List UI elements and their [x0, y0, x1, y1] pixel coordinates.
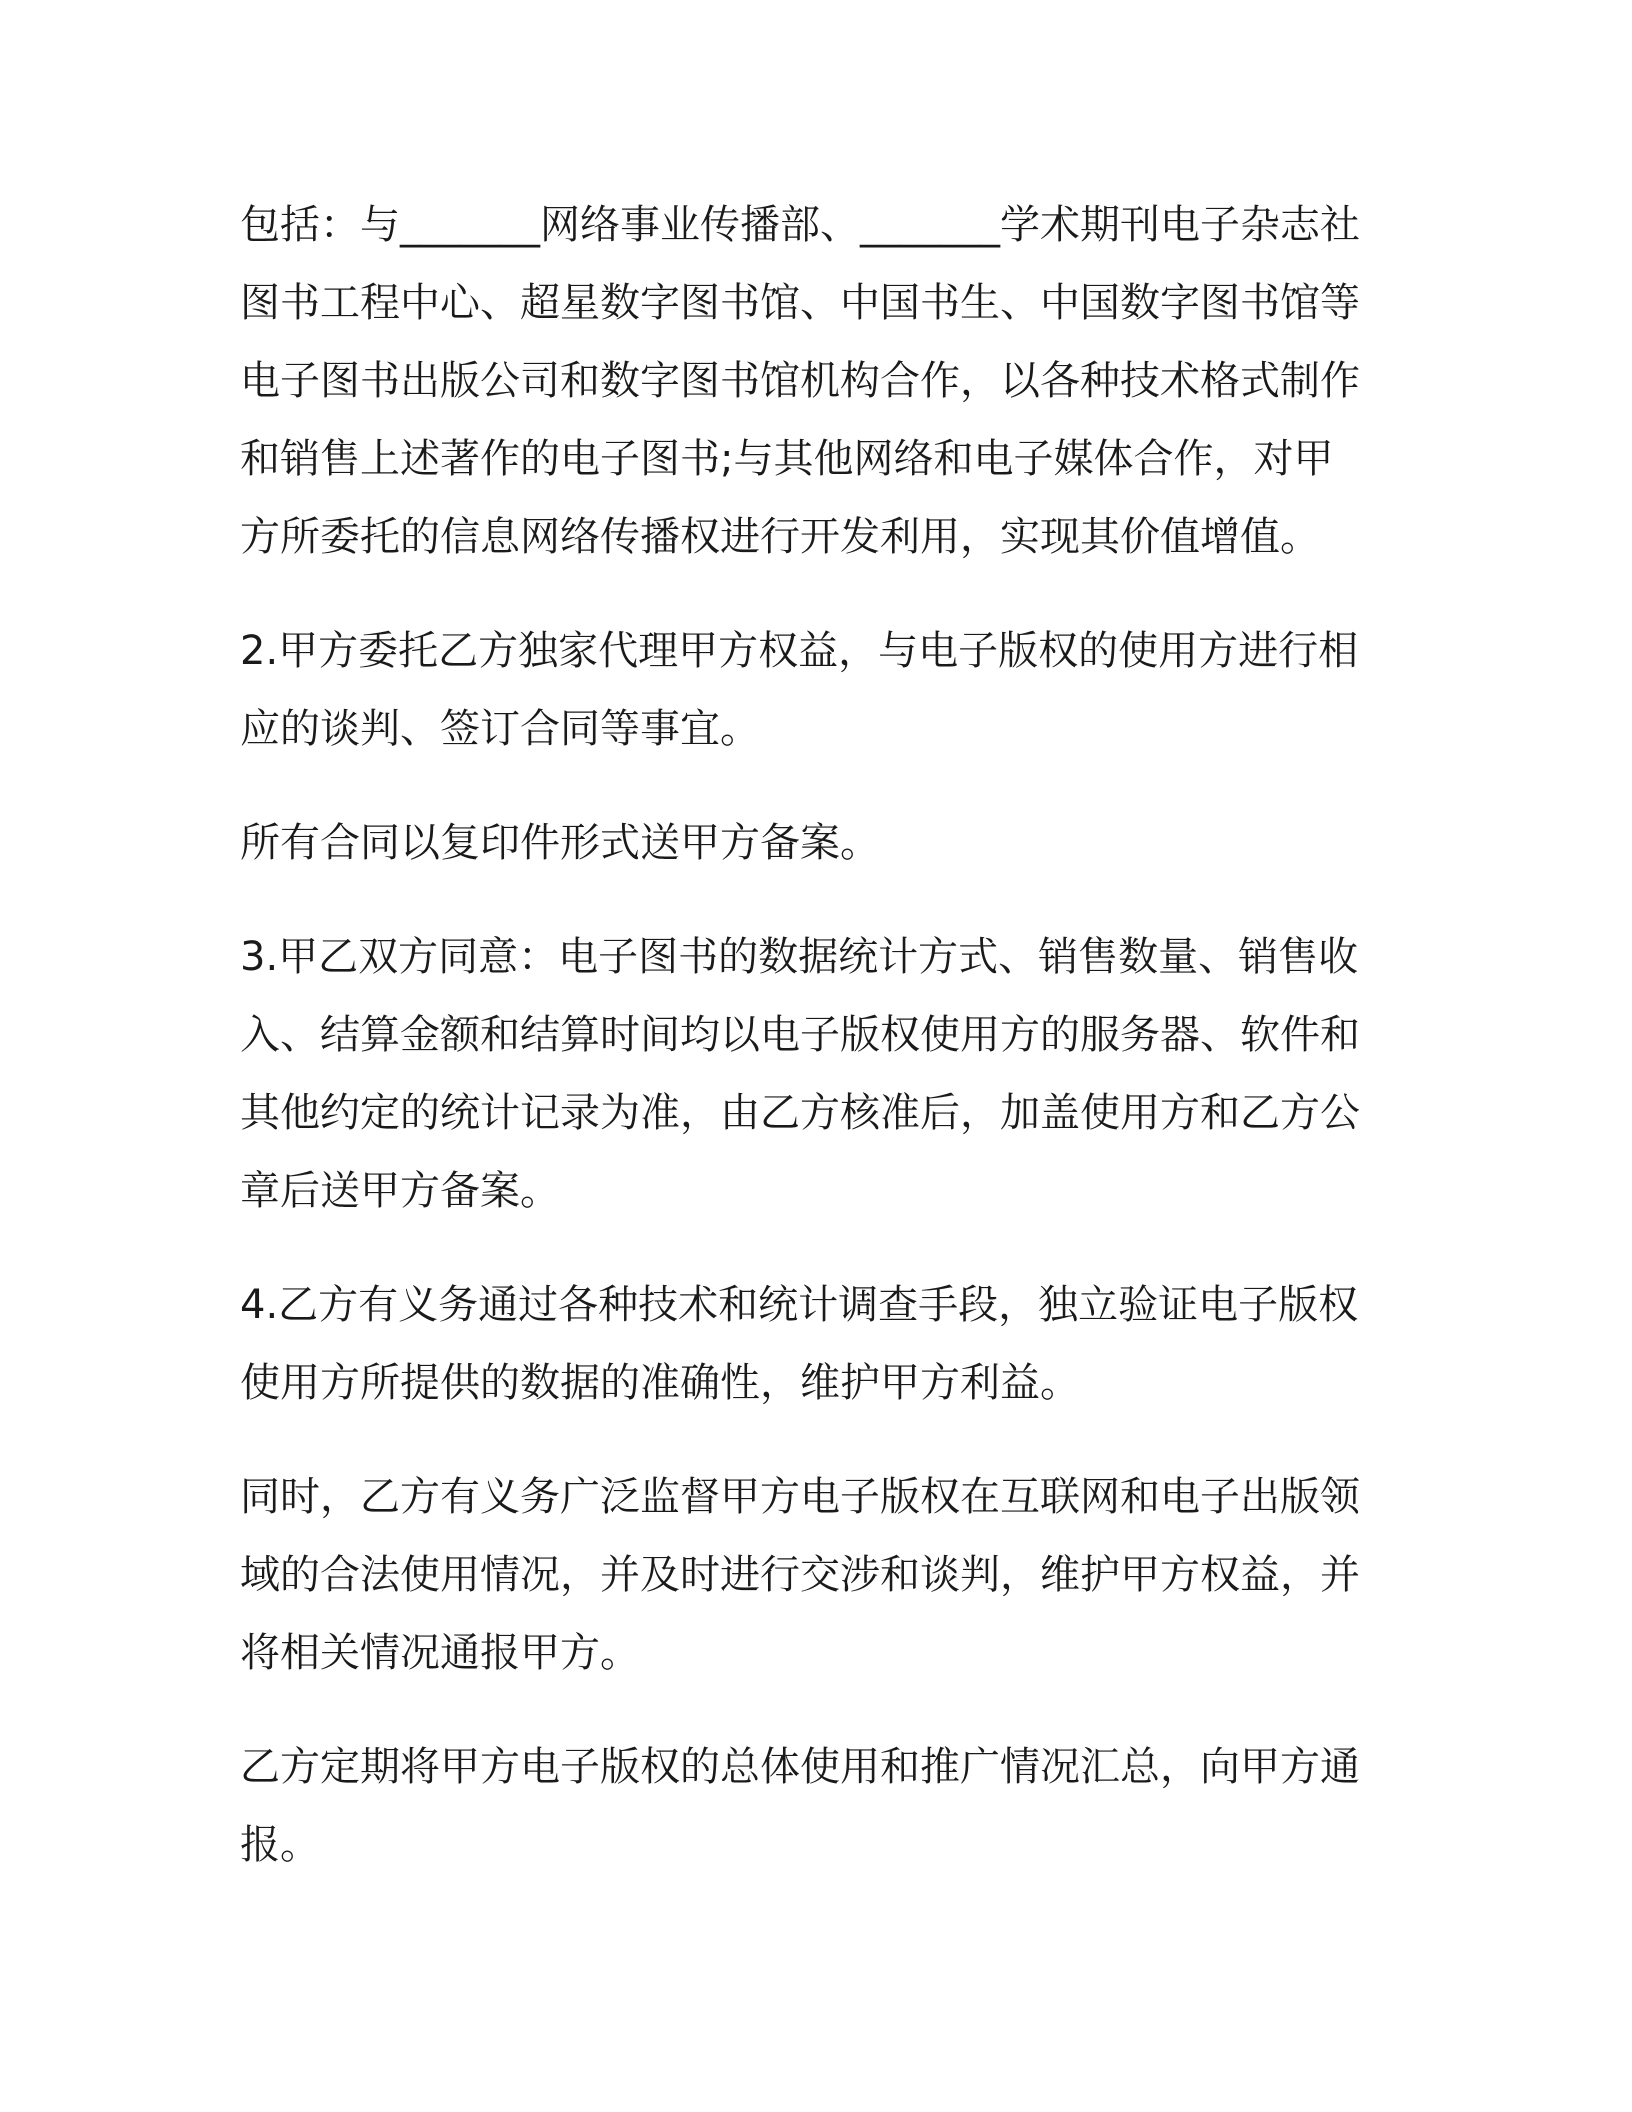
paragraph-periodic-report: 乙方定期将甲方电子版权的总体使用和推广情况汇总，向甲方通报。 [240, 1744, 1360, 1868]
paragraph-contract-filing: 所有合同以复印件形式送甲方备案。 [240, 820, 880, 866]
paragraph-clause-2: 2.甲方委托乙方独家代理甲方权益，与电子版权的使用方进行相应的谈判、签订合同等事宜。 [240, 628, 1359, 752]
paragraph-clause-3: 3.甲乙双方同意：电子图书的数据统计方式、销售数量、销售收入、结算金额和结算时间均以电子版权使用方的服务器、软件和其他约定的统计记录为准，由乙方核准后，加盖使用方和乙方公章后送甲方备案。 [240, 934, 1360, 1214]
paragraph-clause-4: 4.乙方有义务通过各种技术和统计调查手段，独立验证电子版权使用方所提供的数据的准确性，维护甲方利益。 [240, 1282, 1359, 1406]
paragraph-cooperation-scope: 包括：与_______网络事业传播部、_______学术期刊电子杂志社图书工程中心、超星数字图书馆、中国书生、中国数字图书馆等电子图书出版公司和数字图书馆机构合作，以各种技术格式制作和销售上述著作的电子图书;与其他网络和电子媒体合作，对甲方所委托的信息网络传播权进行开发利用，实现其价值增值。 [240, 202, 1360, 560]
document-body [240, 186, 1360, 1920]
paragraph-supervision: 同时，乙方有义务广泛监督甲方电子版权在互联网和电子出版领域的合法使用情况，并及时进行交涉和谈判，维护甲方权益，并将相关情况通报甲方。 [240, 1474, 1360, 1676]
